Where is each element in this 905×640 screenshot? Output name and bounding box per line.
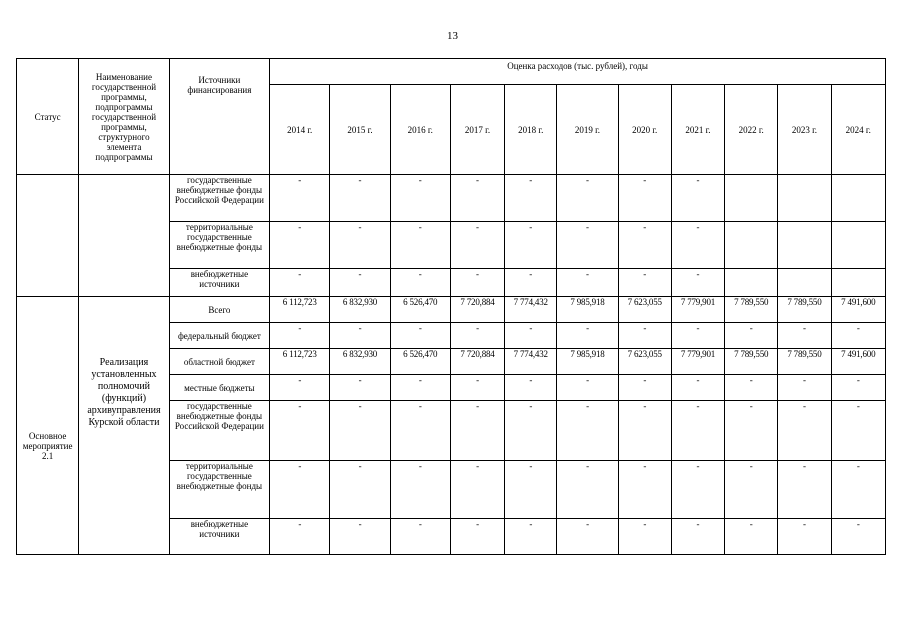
year-header: 2016 г.	[390, 85, 450, 175]
value-cell: -	[831, 375, 885, 401]
value-cell: -	[618, 401, 671, 461]
value-cell: -	[618, 269, 671, 297]
value-cell: -	[725, 323, 778, 349]
value-cell: -	[778, 375, 831, 401]
value-cell: -	[557, 375, 618, 401]
value-cell: -	[505, 222, 557, 269]
value-cell	[778, 175, 831, 222]
value-cell: -	[505, 519, 557, 555]
value-cell: -	[505, 461, 557, 519]
value-cell: 7 789,550	[725, 349, 778, 375]
value-cell: -	[390, 461, 450, 519]
value-cell: -	[505, 323, 557, 349]
value-cell: 7 623,055	[618, 349, 671, 375]
source-cell: внебюджетные источники	[169, 519, 269, 555]
value-cell: -	[557, 269, 618, 297]
header-expenses: Оценка расходов (тыс. рублей), годы	[270, 59, 886, 85]
value-cell: -	[505, 269, 557, 297]
year-header: 2023 г.	[778, 85, 831, 175]
value-cell: -	[725, 375, 778, 401]
value-cell: -	[725, 461, 778, 519]
value-cell: 6 526,470	[390, 349, 450, 375]
value-cell: -	[618, 175, 671, 222]
value-cell: -	[778, 519, 831, 555]
page-number: 13	[447, 30, 458, 42]
measure-status: Основное мероприятие 2.1	[17, 297, 79, 555]
value-cell: -	[671, 269, 724, 297]
year-header: 2021 г.	[671, 85, 724, 175]
value-cell: -	[450, 175, 504, 222]
value-cell: 7 789,550	[725, 297, 778, 323]
value-cell: -	[270, 222, 330, 269]
value-cell	[831, 269, 885, 297]
value-cell: -	[831, 323, 885, 349]
value-cell: 7 491,600	[831, 349, 885, 375]
value-cell: -	[270, 461, 330, 519]
source-cell: территориальные государственные внебюджетные фонды	[169, 222, 269, 269]
source-cell: областной бюджет	[169, 349, 269, 375]
year-header: 2018 г.	[505, 85, 557, 175]
value-cell: -	[270, 401, 330, 461]
value-cell	[778, 269, 831, 297]
value-cell: -	[505, 175, 557, 222]
value-cell: -	[270, 323, 330, 349]
value-cell: -	[390, 269, 450, 297]
value-cell: -	[330, 222, 390, 269]
year-header: 2017 г.	[450, 85, 504, 175]
value-cell: 6 526,470	[390, 297, 450, 323]
header-program-name: Наименование государственной программы, подпрограммы государственной программы, структурного элемента подпрограммы	[79, 59, 169, 175]
value-cell	[831, 175, 885, 222]
value-cell: 7 720,884	[450, 297, 504, 323]
year-header: 2015 г.	[330, 85, 390, 175]
value-cell: -	[390, 375, 450, 401]
value-cell: -	[450, 461, 504, 519]
table-row	[17, 297, 886, 323]
value-cell: -	[330, 519, 390, 555]
budget-table	[16, 58, 886, 555]
header-sources: Источники финансирования	[169, 59, 269, 175]
value-cell: -	[557, 222, 618, 269]
year-header: 2024 г.	[831, 85, 885, 175]
value-cell: -	[618, 461, 671, 519]
value-cell	[725, 222, 778, 269]
value-cell: -	[618, 323, 671, 349]
value-cell: -	[557, 175, 618, 222]
source-cell: местные бюджеты	[169, 375, 269, 401]
value-cell: -	[390, 222, 450, 269]
value-cell: -	[618, 375, 671, 401]
value-cell: -	[450, 401, 504, 461]
source-cell: государственные внебюджетные фонды Российской Федерации	[169, 175, 269, 222]
year-header: 2014 г.	[270, 85, 330, 175]
name-cell-empty	[79, 175, 169, 297]
value-cell: 6 832,930	[330, 349, 390, 375]
value-cell: -	[270, 175, 330, 222]
value-cell	[778, 222, 831, 269]
value-cell: -	[671, 519, 724, 555]
value-cell: -	[390, 175, 450, 222]
value-cell: -	[330, 175, 390, 222]
value-cell: 7 491,600	[831, 297, 885, 323]
source-cell: территориальные государственные внебюджетные фонды	[169, 461, 269, 519]
value-cell: -	[330, 401, 390, 461]
value-cell	[725, 175, 778, 222]
value-cell: -	[557, 519, 618, 555]
value-cell: -	[330, 323, 390, 349]
value-cell: -	[831, 401, 885, 461]
value-cell: 7 789,550	[778, 349, 831, 375]
value-cell: -	[450, 519, 504, 555]
value-cell: 7 985,918	[557, 349, 618, 375]
value-cell: -	[270, 269, 330, 297]
value-cell: -	[618, 222, 671, 269]
value-cell: -	[778, 401, 831, 461]
value-cell: -	[725, 519, 778, 555]
value-cell: -	[557, 401, 618, 461]
value-cell: 7 985,918	[557, 297, 618, 323]
value-cell: -	[557, 461, 618, 519]
source-cell: внебюджетные источники	[169, 269, 269, 297]
value-cell: -	[671, 323, 724, 349]
value-cell: -	[330, 269, 390, 297]
source-cell: федеральный бюджет	[169, 323, 269, 349]
table-row	[17, 175, 886, 222]
value-cell: -	[671, 461, 724, 519]
value-cell: 6 112,723	[270, 349, 330, 375]
value-cell: -	[450, 269, 504, 297]
value-cell: 7 779,901	[671, 349, 724, 375]
source-cell: государственные внебюджетные фонды Российской Федерации	[169, 401, 269, 461]
value-cell: -	[557, 323, 618, 349]
value-cell: -	[450, 323, 504, 349]
value-cell: -	[390, 401, 450, 461]
year-header: 2022 г.	[725, 85, 778, 175]
status-cell-empty	[17, 175, 79, 297]
header-status: Статус	[17, 59, 79, 175]
value-cell: 7 789,550	[778, 297, 831, 323]
measure-name: Реализация установленных полномочий (функций) архивуправления Курской области	[79, 297, 169, 555]
value-cell	[831, 222, 885, 269]
value-cell: -	[270, 519, 330, 555]
year-header: 2019 г.	[557, 85, 618, 175]
value-cell: -	[505, 401, 557, 461]
value-cell: -	[450, 375, 504, 401]
value-cell: 7 720,884	[450, 349, 504, 375]
value-cell: -	[778, 461, 831, 519]
source-cell: Всего	[169, 297, 269, 323]
value-cell: 6 112,723	[270, 297, 330, 323]
value-cell: -	[618, 519, 671, 555]
value-cell: -	[725, 401, 778, 461]
value-cell: -	[330, 375, 390, 401]
value-cell: -	[505, 375, 557, 401]
value-cell: 7 774,432	[505, 297, 557, 323]
value-cell: -	[671, 175, 724, 222]
year-header: 2020 г.	[618, 85, 671, 175]
value-cell: -	[831, 519, 885, 555]
value-cell: 7 774,432	[505, 349, 557, 375]
value-cell: -	[390, 519, 450, 555]
value-cell: 6 832,930	[330, 297, 390, 323]
value-cell	[725, 269, 778, 297]
value-cell: -	[671, 401, 724, 461]
value-cell: -	[831, 461, 885, 519]
value-cell: 7 623,055	[618, 297, 671, 323]
value-cell: -	[778, 323, 831, 349]
value-cell: -	[390, 323, 450, 349]
value-cell: -	[671, 222, 724, 269]
value-cell: 7 779,901	[671, 297, 724, 323]
value-cell: -	[330, 461, 390, 519]
value-cell: -	[270, 375, 330, 401]
value-cell: -	[450, 222, 504, 269]
value-cell: -	[671, 375, 724, 401]
